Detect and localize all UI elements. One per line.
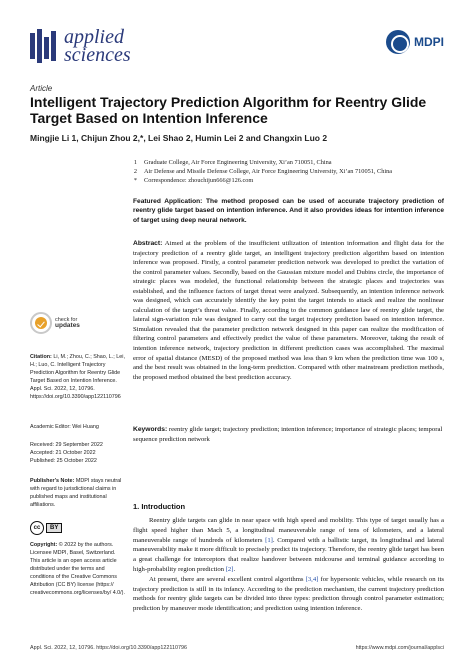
publisher-note-text: MDPI stays neutral with regard to jurisdictional claims in published maps and institutional affiliations. [30, 478, 122, 508]
copyright-text[interactable]: © 2022 by the authors. Licensee MDPI, Basel, Switzerland. This article is an open access article distributed under the terms and conditions of the Creative Commons Attribution (CC BY) license (https:// creativecommons.org/licenses/by/ 4.0/). [30, 542, 125, 596]
article-type: Article [30, 84, 53, 93]
affiliation-text: Graduate College, Air Force Engineering University, Xi’an 710051, China [144, 159, 332, 166]
introduction-body [133, 516, 444, 614]
publication-dates [30, 441, 126, 465]
author-list[interactable]: Mingjie Li 1, Chijun Zhou 2,*, Lei Shao 2, Humin Lei 2 and Changxin Luo 2 [30, 133, 328, 143]
journal-mark-icon [30, 29, 58, 63]
abstract-label: Abstract: [133, 240, 163, 247]
affiliation-item [133, 176, 443, 185]
check-line1: check for [55, 316, 78, 323]
journal-name-line1: applied [64, 26, 124, 48]
featured-label: Featured Application: [133, 198, 203, 205]
cc-icon: cc [30, 521, 44, 535]
journal-name [64, 28, 131, 64]
publisher-logo[interactable] [386, 30, 444, 54]
check-updates-icon [30, 312, 52, 334]
cc-by-icon: BY [46, 523, 62, 533]
journal-name-line2: sciences [64, 44, 131, 66]
keywords-text: reentry glide target; trajectory prediction; intention inference; importance of strategic places; temporal sequence prediction network [133, 426, 443, 443]
intro-p2-b: for hypersonic vehicles, while research on its trajectory prediction is still in its infancy. According to the prediction mechanism, the current trajectory prediction methods for reentry glide targets can be divided into three types: prediction through control parameter estimation; prediction by maneuver mode identification; and prediction using intention inference. [133, 575, 444, 613]
affiliation-sup: 1 [133, 159, 137, 166]
citation-label: Citation: [30, 354, 52, 360]
intro-paragraph [133, 575, 444, 614]
cc-license-badge[interactable] [30, 521, 62, 535]
intro-p1-c: . [233, 565, 236, 573]
mdpi-icon [386, 30, 410, 54]
check-for-updates-button[interactable] [30, 312, 80, 334]
publisher-note-label: Publisher’s Note: [30, 478, 75, 484]
citation-text[interactable]: Li, M.; Zhou, C.; Shao, L.; Lei, H.; Luo, C. Intelligent Trajectory Prediction Algorithm for Reentry Glide Target Based on Intention Inference. Appl. Sci. 2022, 12, 10796. https://doi.org/10.3390/app122110796 [30, 354, 125, 400]
affiliation-sup: * [133, 177, 137, 184]
keywords [133, 425, 444, 444]
check-line2: updates [55, 322, 80, 329]
publisher-name: MDPI [414, 35, 444, 49]
citation-link[interactable]: [2] [225, 565, 234, 573]
affiliation-item [133, 167, 443, 176]
academic-editor: Academic Editor: Wei Huang [30, 424, 99, 430]
accepted-date: Accepted: 21 October 2022 [30, 450, 96, 456]
intro-p1-b: . Compared with a ballistic target, its longitudinal and lateral maneuverability make it more difficult to precisely predict its trajectory. Therefore, the reentry glide target has been a great challenge for interceptors that realize handover between midcourse and terminal guidance according to high-probability region prediction [133, 536, 444, 573]
published-date: Published: 25 October 2022 [30, 458, 97, 464]
abstract [133, 239, 444, 382]
copyright-block [30, 541, 126, 597]
keywords-label: Keywords: [133, 426, 168, 433]
affiliations [133, 158, 443, 185]
publisher-note [30, 477, 126, 509]
citation-block [30, 353, 126, 401]
page-footer [30, 645, 444, 651]
intro-paragraph [133, 516, 444, 575]
check-updates-text [55, 317, 80, 330]
article-title: Intelligent Trajectory Prediction Algorithm for Reentry Glide Target Based on Intention Inference [30, 94, 427, 126]
featured-application [133, 197, 444, 225]
affiliation-text: Air Defense and Missile Defense College, Air Force Engineering University, Xi’an 710051, China [144, 168, 393, 175]
featured-text: The method proposed can be used of accurate trajectory prediction of reentry glide target based on intention inference. And it also provides ideas for intention inference of target using deep neural network. [133, 198, 445, 224]
correspondence-email[interactable]: Correspondence: zhouchijun666@126.com [144, 177, 254, 184]
received-date: Received: 29 September 2022 [30, 442, 103, 448]
intro-p2-a: At present, there are several excellent control algorithms [149, 575, 306, 583]
citation-link[interactable]: [3,4] [305, 575, 319, 583]
copyright-label: Copyright: [30, 542, 58, 548]
footer-citation[interactable]: Appl. Sci. 2022, 12, 10796. https://doi.org/10.3390/app122110796 [30, 645, 187, 651]
intro-p1-a: Reentry glide targets can glide in near space with high speed and mobility. This type of target usually has a flight speed higher than Mach 5, a longitudinal maneuverable range of tens of kilometers, and a lateral maneuverable range of hundreds of kilometers [133, 517, 444, 544]
section-heading-introduction: 1. Introduction [133, 502, 186, 511]
footer-url[interactable]: https://www.mdpi.com/journal/applsci [355, 645, 444, 651]
affiliation-sup: 2 [133, 168, 137, 175]
citation-link[interactable]: [1] [265, 536, 273, 544]
abstract-text: Aimed at the problem of the insufficient utilization of intention information and flight data for the trajectory prediction of a reentry glide target, an intelligent trajectory prediction algorithm based on intention inference was proposed. Firstly, a control parameter prediction network was developed to predict the variation of the control parameter values. Secondly, based on the Gaussian mixture model and Dubins circle, the importance of strategic places was modeled, the functional relationship between the strategic places and trajectories was established, and the influence factors of target threat were analyzed. Subsequently, an intention inference network was designed, which can accurately identify the key point the target intends to attack and realize the nonlinear calculation of the target’s threat value. Finally, according to the common guidance law of reentry glide target, the lateral sign-variation rule was designed to carry out the target trajectory prediction based on intention inference. Simulation revealed that the parameter prediction network designed in this paper can realize the modification of filtering control parameters and effectively predict the value of these parameters. Moreover, taking the result of intention inference network, trajectory prediction in different prediction cases was accomplished. The maximal error of spatial distance (MESD) of the proposed method was less than 9 km when the prediction time was 100 s, and the best result was obtained in the long-term prediction. Compared with other mainstream prediction methods, the proposed method obtained the best prediction accuracy. [133, 240, 444, 381]
journal-logo[interactable] [30, 28, 131, 64]
affiliation-item [133, 158, 443, 167]
